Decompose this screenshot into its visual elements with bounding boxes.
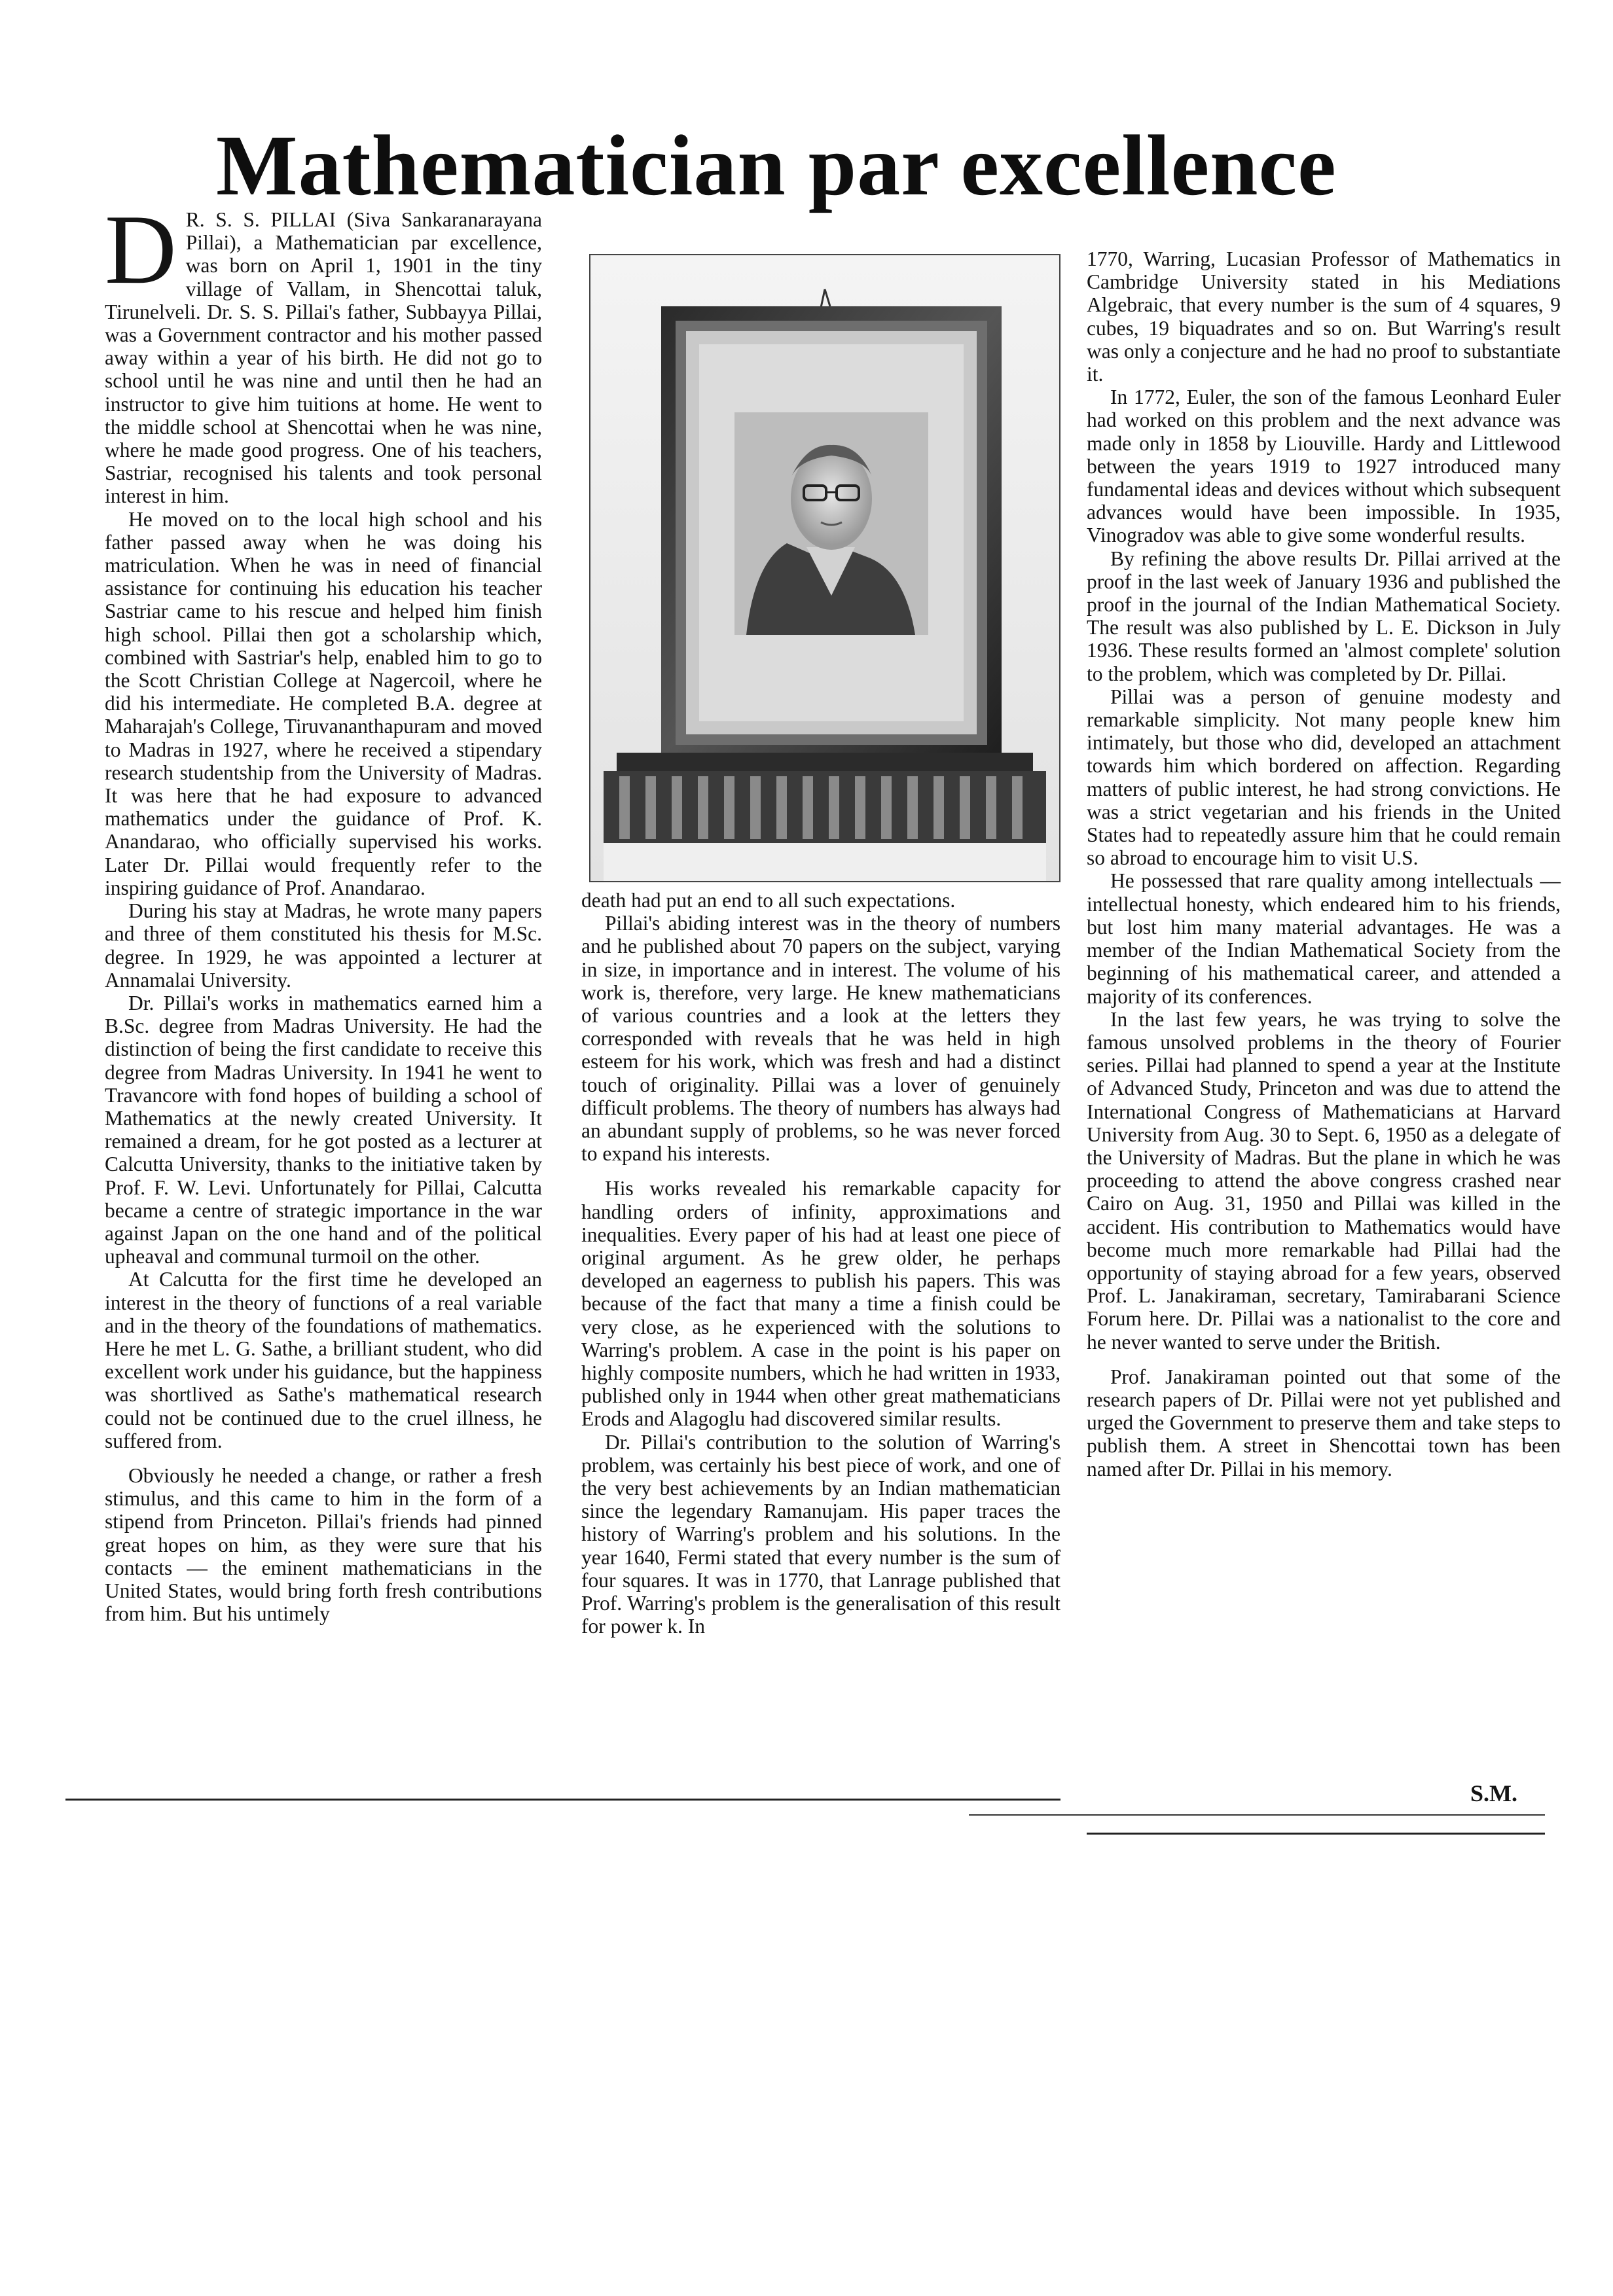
article-paragraph: Pillai's abiding interest was in the theory of numbers and he published about 70 papers on the subject, varying in size, in importance and in interest. The volume of his work is, therefore, very large. He knew mathematicians of various countries and a look at the letters they corresponded with reveals that he was held in high esteem for his work, which was fresh and had a distinct touch of originality. Pillai was a lover of genuinely difficult problems. The theory of numbers has always had an abundant supply of problems, so he was never forced to expand his interests.: [581, 912, 1060, 1166]
drop-cap: D: [105, 194, 177, 304]
article-paragraph: His works revealed his remarkable capacity for handling orders of infinity, approximations and inequalities. Every paper of his had at least one piece of original argument. As he grew older, he perhaps developed an eagerness to publish his papers. This was because of the fact that many a time a finish could be very close, as he experienced with the solutions to Warring's problem. A case in the point is his paper on highly composite numbers, which he had written in 1933, published only in 1944 when other great mathematicians Erods and Alagoglu had discovered similar results.: [581, 1177, 1060, 1431]
bottom-rule: [65, 1799, 1060, 1801]
article-paragraph: At Calcutta for the first time he developed an interest in the theory of functions of a real variable and in the theory of the foundations of mathematics. Here he met L. G. Sathe, a brilliant student, who did excellent work under his guidance, but the happiness was shortlived as Sathe's mathematical research could not be continued due to the cruel illness, he suffered from.: [105, 1268, 542, 1452]
article-paragraph: By refining the above results Dr. Pillai arrived at the proof in the last week of January 1936 and published the proof in the journal of the Indian Mathematical Society. The result was also published by L. E. Dickson in July 1936. These results formed an 'almost complete' solution to the problem, which was completed by Dr. Pillai.: [1087, 547, 1561, 685]
article-paragraph: death had put an end to all such expectations.: [581, 889, 956, 912]
article-paragraph: In the last few years, he was trying to solve the famous unsolved problems in the theory of Fourier series. Pillai had planned to spend a year at the Institute of Advanced Study, Princeton and was due to attend the International Congress of Mathematicians at Harvard University from Aug. 30 to Sept. 6, 1950 as a delegate of the University of Madras. But the plane in which he was proceeding to attend the above congress crashed near Cairo on Aug. 31, 1950 and Pillai was killed in the accident. His contribution to Mathematics would have become much more remarkable had Pillai had the opportunity of staying abroad for a few years, observed Prof. L. Janakiraman, secretary, Tamirabarani Science Forum here. Dr. Pillai was a nationalist to the core and he never wanted to serve under the British.: [1087, 1007, 1561, 1354]
headline: Mathematician par excellence: [216, 117, 1337, 213]
article-paragraph: Dr. Pillai's contribution to the solution of Warring's problem, was certainly his best piece of work, and one of the very best achievements by an Indian mathematician since the legendary Ramanujam. His paper traces the history of Warring's problem and his solutions. In the year 1640, Fermi stated that every number is the sum of four squares. It was in 1770, that Lanrage published that Prof. Warring's problem is the generalisation of this result for power k. In: [581, 1430, 1060, 1638]
article-paragraph: In 1772, Euler, the son of the famous Leonhard Euler had worked on this problem and the next advance was made only in 1858 by Liouville. Hardy and Littlewood between the years 1919 to 1927 introduced many fundamental ideas and devices without which subsequent advances would have been impossible. In 1935, Vinogradov was able to give some wonderful results.: [1087, 386, 1561, 547]
bottom-rule-short: [969, 1814, 1545, 1816]
framed-portrait-photo-icon: [590, 255, 1059, 881]
article-paragraph: D R. S. S. PILLAI (Siva Sankaranarayana Pillai), a Mathematician par excellence, was born on April 1, 1901 in the tiny village of Vallam, in Shencottai taluk, Tirunelveli. Dr. S. S. Pillai's father, Subbayya Pillai, was a Government contractor and his mother passed away within a year of his birth. He did not go to school until he was nine and until then he had an instructor to give him tuitions at home. He went to the middle school at Shencottai when he was nine, where he made good progress. One of his teachers, Sastriar, recognised his talents and took personal interest in him.: [105, 194, 542, 508]
article-column-3: [1087, 247, 1561, 1480]
article-paragraph: He moved on to the local high school and his father passed away when he was doing his matriculation. When he was in need of financial assistance for continuing his education his teacher Sastriar came to his rescue and helped him finish high school. Pillai then got a scholarship which, combined with Sastriar's help, enabled him to go to the Scott Christian College at Nagercoil, where he did his intermediate. He completed B.A. degree at Maharajah's College, Tiruvananthapuram and moved to Madras in 1927, where he received a stipendary research studentship from the University of Madras. It was here that he had exposure to advanced mathematics under the guidance of Prof. K. Anandarao, who officially supervised his works. Later Dr. Pillai would frequently refer to the inspiring guidance of Prof. Anandarao.: [105, 507, 542, 899]
article-paragraph: Obviously he needed a change, or rather a fresh stimulus, and this came to him in the form of a stipend from Princeton. Pillai's friends had pinned great hopes on him, as they were sure that his contacts — the eminent mathematicians in the United States, would bring forth fresh contributions from him. But his untimely: [105, 1463, 542, 1626]
author-signature: S.M.: [1470, 1780, 1517, 1806]
article-paragraph: Dr. Pillai's works in mathematics earned him a B.Sc. degree from Madras University. He had the distinction of being the first candidate to receive this degree from Madras University. In 1941 he went to Travancore with fond hopes of building a school of Mathematics at the newly created University. It remained a dream, for he got posted as a lecturer at Calcutta University, thanks to the initiative taken by Prof. F. W. Levi. Unfortunately for Pillai, Calcutta became a centre of strategic importance in the war against Japan on the one hand and of the political upheaval and communal turmoil on the other.: [105, 991, 542, 1268]
article-paragraph: He possessed that rare quality among intellectuals — intellectual honesty, which endeared him to his friends, but lost him many material advantages. He was a member of the Indian Mathematical Society from the beginning of his mathematical career, and attended a majority of its conferences.: [1087, 869, 1561, 1008]
portrait-photo: [589, 254, 1060, 882]
article-paragraph: Pillai was a person of genuine modesty and remarkable simplicity. Not many people knew him intimately, but those who did, developed an attachment towards him which bordered on affection. Regarding matters of public interest, he had strong convictions. He was a strict vegetarian and his friends in the United States had to repeatedly assure him that he could remain so abroad to encourage him to visit U.S.: [1087, 685, 1561, 870]
bottom-rule-right: [1087, 1833, 1545, 1835]
article-paragraph: During his stay at Madras, he wrote many papers and three of them constituted his thesis for M.Sc. degree. In 1929, he was appointed a lecturer at Annamalai University.: [105, 899, 542, 992]
article-column-2: [581, 889, 1060, 1638]
article-column-1: [105, 194, 542, 1626]
article-paragraph: 1770, Warring, Lucasian Professor of Mathematics in Cambridge University stated in his Mediations Algebraic, that every number is the sum of 4 squares, 9 cubes, 19 biquadrates and so on. But Warring's result was only a conjecture and he had no proof to substantiate it.: [1087, 247, 1561, 386]
article-paragraph: Prof. Janakiraman pointed out that some of the research papers of Dr. Pillai were not yet published and urged the Government to preserve them and take steps to publish them. A street in Shencottai town has been named after Dr. Pillai in his memory.: [1087, 1365, 1561, 1480]
